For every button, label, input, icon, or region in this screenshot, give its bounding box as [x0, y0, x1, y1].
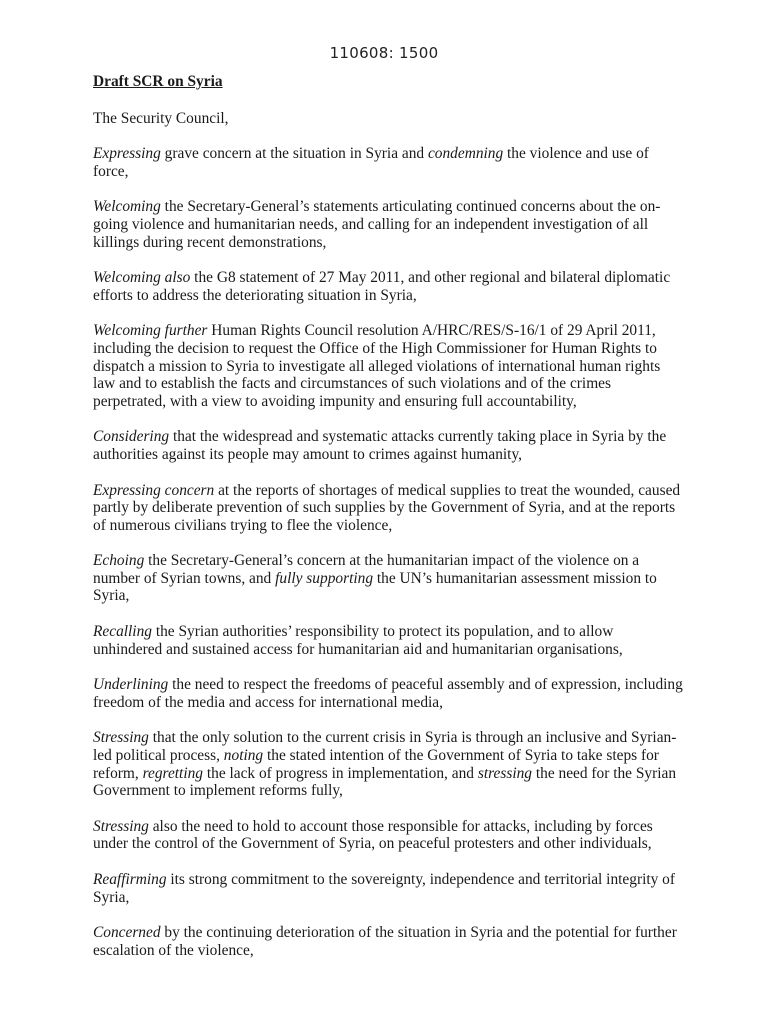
operative-verb: Stressing [93, 817, 149, 835]
operative-verb: noting [223, 747, 264, 765]
operative-verb: stressing [477, 764, 532, 782]
operative-verb: Recalling [93, 623, 152, 641]
preambular-paragraph [93, 729, 683, 799]
operative-verb: Welcoming also [93, 269, 191, 287]
paragraph-text: the need to respect the freedoms of peaceful assembly and of expression, including freedom of the media and access for international media, [93, 676, 683, 711]
paragraph-text: the UN’s humanitarian assessment mission to Syria, [93, 569, 657, 605]
paragraph-text: the Syrian authorities’ responsibility to protect its population, and to allow unhindered and sustained access for humanitarian aid and humanitarian organisations, [93, 623, 623, 658]
document-reference-number: 110608: 1500 [329, 44, 439, 62]
paragraph-text: the Secretary-General’s concern at the humanitarian impact of the violence on a number of Syrian towns, and [93, 552, 640, 587]
opening-line: The Security Council, [93, 109, 229, 127]
paragraph-text: that the only solution to the current crisis in Syria is through an inclusive and Syrian-led political process, [93, 729, 677, 765]
document-title: Draft SCR on Syria [93, 73, 223, 90]
operative-verb: Underlining [93, 676, 169, 694]
preambular-paragraph [93, 428, 683, 463]
operative-verb: Considering [93, 428, 170, 446]
operative-verb: Stressing [93, 729, 149, 747]
paragraph-text: also the need to hold to account those responsible for attacks, including by forces under the control of the Government of Syria, on peaceful protesters and other individuals, [93, 817, 653, 853]
preambular-paragraph [93, 818, 683, 853]
paragraph-text: its strong commitment to the sovereignty, independence and territorial integrity of Syria, [93, 871, 676, 906]
paragraph-text: the need for the Syrian Government to implement reforms fully, [93, 764, 677, 800]
preambular-paragraph [93, 623, 683, 658]
paragraph-text: grave concern at the situation in Syria and [160, 145, 428, 163]
operative-verb: Welcoming [93, 198, 161, 216]
preambular-paragraph [93, 676, 683, 711]
operative-verb: Concerned [93, 924, 161, 942]
paragraph-text: the stated intention of the Government of Syria to take steps for reform, [93, 747, 659, 782]
operative-verb: regretting [142, 764, 203, 782]
paragraph-text: at the reports of shortages of medical supplies to treat the wounded, caused partly by deliberate prevention of such supplies by the Government of Syria, and at the reports of numerous civilians trying to flee the violence, [93, 481, 681, 534]
preambular-paragraph [93, 198, 683, 251]
paragraph-text: the G8 statement of 27 May 2011, and other regional and bilateral diplomatic efforts to address the deteriorating situation in Syria, [93, 269, 671, 304]
operative-verb: Expressing concern [93, 481, 215, 499]
operative-verb: Expressing [93, 145, 161, 163]
operative-verb: condemning [427, 145, 504, 163]
operative-verb: Echoing [93, 552, 145, 570]
preambular-paragraph [93, 145, 683, 180]
preambular-paragraph [93, 871, 683, 906]
paragraph-text: by the continuing deterioration of the situation in Syria and the potential for further escalation of the violence, [93, 924, 677, 959]
preambular-paragraph [93, 924, 683, 959]
document-body [93, 73, 683, 977]
operative-verb: Welcoming further [93, 322, 208, 340]
preambular-paragraph [93, 269, 683, 304]
paragraph-text: that the widespread and systematic attacks currently taking place in Syria by the authorities against its people may amount to crimes against humanity, [93, 428, 667, 463]
paragraph-text: the violence and use of force, [93, 145, 649, 180]
operative-verb: Reaffirming [93, 871, 167, 888]
paragraph-text: the Secretary-General’s statements articulating continued concerns about the on-going violence and humanitarian needs, and calling for an independent investigation of all killings during recent demonstrations, [93, 198, 661, 251]
paragraph-text: Human Rights Council resolution A/HRC/RES/S-16/1 of 29 April 2011, including the decision to request the Office of the High Commissioner for Human Rights to dispatch a mission to Syria to investigate all alleged violations of international human rights law and to establish the facts and circumstances of such violations and of the crimes perpetrated, with a view to avoiding impunity and ensuring full accountability, [93, 322, 661, 410]
operative-verb: fully supporting [275, 569, 374, 587]
paragraph-text: the lack of progress in implementation, and [203, 764, 478, 782]
preambular-paragraph [93, 482, 683, 535]
preambular-paragraph [93, 322, 683, 410]
preambular-paragraph [93, 552, 683, 605]
